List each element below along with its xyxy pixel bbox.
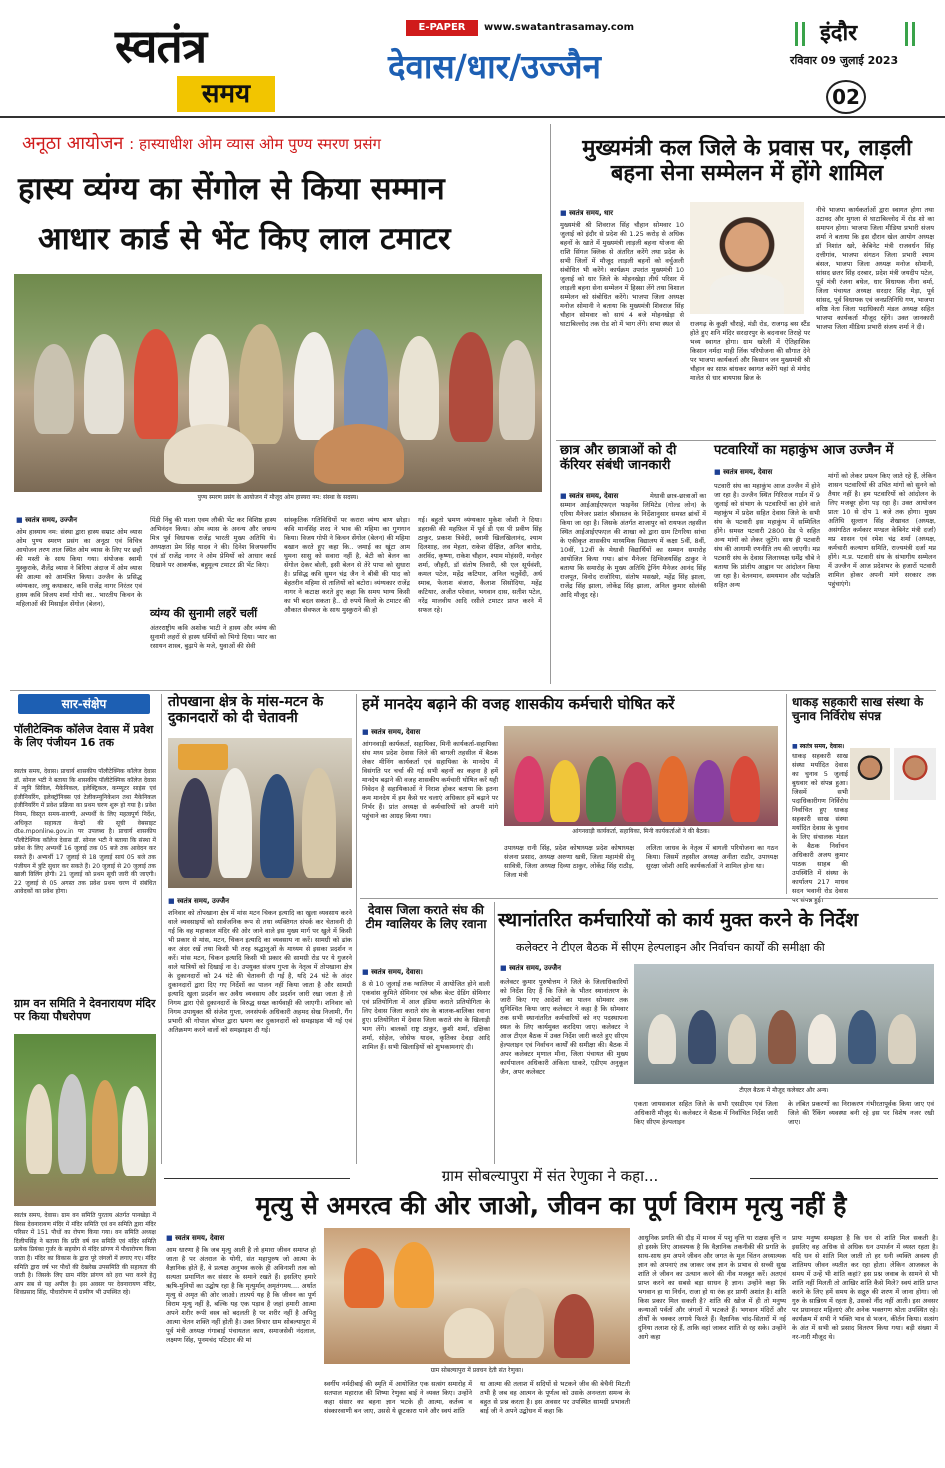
honorarium-photo-caption: आंगनवाड़ी कार्यकर्ता, सहायिका, मिनी कार्यकर्ताओं ने की बैठक। <box>504 827 778 835</box>
spiritual-column-1: आम धारणा है कि जब मृत्यु आती है तो हमारा जीवन समाप्त हो जाता है पर अंतराल के योगी, संत महापुरुष जो आत्मा के वैज्ञानिक होते हैं, वे प्रत्यक्ष अनुभव करके ही अविनाशी तत्व को सत्यता प्रमाणित कर संसार के समाने रखते हैं। इसलिए हमारे ऋषि-मुनियों का उद्घोष रहा है कि मृत्युर्माम् अमृतंगमय.... अर्थात मृत्यु से अमृत की ओर जाओ। तात्पर्य यह है कि जीवन का पूर्ण विराम मृत्यु नहीं है, बल्कि यह एक पड़ाव है जहां हमारी आत्मा अपने शरीर रूपी वस्त्र को बदलती है पर शरीर नहीं है अपितु आत्मा चेतन शक्ति नहीं होती है। उक्त विचार ग्राम सोबल्यापुरा में पूर्व मंत्री अध्यक्ष गंगाबाई पंचायतल काय, समाजसेवी नंदलाल, लक्ष्मण सिंह, पूनमचंद पटिदार की मां <box>166 1246 316 1344</box>
transfer-column-3: के लंबित प्रकरणों का निराकरण गंभीरतापूर्वक किया जाए एवं जिले की रैंकिंग व्यवस्था बनी रहे इस पर विशेष नजर रखी जाए। <box>788 1100 934 1126</box>
honorarium-body: आंगनवाड़ी कार्यकर्ता, सहायिका, मिनी कार्यकर्ता-सहायिका संघ मध्य प्रदेश देवास जिले की बागली तहसील में बैठक लेकर मीनिंग कार्यकर्ता एवं सहायिका के मानदेय में विसंगति पर चर्चा की गई सभी बहनों का कहना है हमें मानदेय बढ़ाने की वजह शासकीय कर्मचारी घोषित करें यही निवेदन है सहायिकाओं ने निराश होकर बताया कि इतना कम मानदेय में हम कैसे घर चलाएं अधिकार हमें बढ़ाने पर निर्भर हैं। प्रांत अध्यक्ष से कर्मचारियों को अपनी मांगे पहुंचाने का आग्रह किया गया। <box>362 740 498 820</box>
spiritual-headline: मृत्यु से अमरत्व की ओर जाओ, जीवन का पूर्ण विराम मृत्यु नहीं है <box>255 1191 847 1220</box>
sidebar <box>10 694 158 1459</box>
honorarium-story <box>360 694 780 894</box>
cm-headline: मुख्यमंत्री कल जिले के प्रवास पर, लाड़ली बहना सेना सम्मेलन में होंगे शामिल <box>582 136 912 187</box>
column-divider <box>550 124 551 684</box>
sidebar-story1-headline: पॉलीटेक्निक कॉलेज देवास में प्रवेश के लिए पंजीयन 16 तक <box>14 723 154 749</box>
meat-divider <box>356 694 357 1164</box>
cm-column-3: नीचे भाजपा कार्यकर्ताओं द्वारा स्वागत होगा तथा उटावद और मुगला से घाटाबिल्लोद में रोड शो का समापन होगा। भाजपा जिला मीडिया प्रभारी संजय शर्मा ने बताया कि इस दौरान खेल आयोग अध्यक्ष डॉ निशांत खरे, केबिनेट मंत्री राजवर्धन सिंह दत्तीगांव, भाजपा संगठन जिला प्रभारी श्याम बंसल, भाजपा जिला अध्यक्ष मनोज सोमानी, सांसद छतर सिंह दरबार, प्रदेश मंत्री जयदीप पटेल, पूर्व मंत्री रंजना बघेल, धार विधायक नीना वर्मा, जिला पंचायत अध्यक्ष सरदार सिंह मेड़ा, पूर्व सांसद, पूर्व विधायक एवं जनप्रतिनिधि गण, भाजपा वरिष्ठ नेता जिला पदाधिकारी मंडल अध्यक्ष सहित भाजपा कार्यकर्ता मौजूद रहेंगे। उक्त जानकारी भाजपा जिला मीडिया प्रभारी संजय शर्मा ने दी। <box>816 206 935 331</box>
logo-line-1: स्वतंत्र <box>115 19 207 73</box>
lead-story <box>10 124 545 692</box>
lead-photo <box>14 274 542 492</box>
cm-story <box>556 124 936 440</box>
coop-story <box>790 694 938 904</box>
sidebar-banner: सार-संक्षेप <box>18 694 150 714</box>
transfer-column-1: कलेक्टर कुमार पुरुषोत्तम ने जिले के जिलाधिकारियों को निर्देश दिए हैं कि जिले के भीतर स्थानांतरण के जारी किए गए आदेशों का पालन सोमवार तक सुनिश्चित किया जाए कलेक्टर ने कहा है कि सोमवार तक सभी स्थानांतरित कर्मचारियों को नए पदस्थापना स्थल के लिए कार्यमुक्त करदिया जाए। कलेक्टर ने आज टीएल बैठक में उक्त निर्देश जारी करते हुए सीएम हेल्पलाइन एवं निर्वाचन कार्यों की समीक्षा की। बैठक में अपर कलेक्टर मृणाल मीना, जिला पंचायत की मुख्य कार्यपालन अधिकारी अंकिता धाकरे, एडीएम अनुकूल जैन, अपर कलेक्टर <box>500 978 628 1076</box>
spiritual-photo <box>324 1228 630 1364</box>
karate-divider <box>494 902 495 1164</box>
cm-column-2: राजगढ़ के कुक्षी चौराहे, मंडी रोड, राजगढ़ बस स्टैंड होते हुए शनि मंदिर सरदारपुर के बदनावर तिराहे पर भव्य स्वागत होगा। ग्राम खरेली में ऐतिहासिक किसान नर्मदा माही लिंक परियोजना की सौगात देने पर भाजपा कार्यकर्ता और किसान जन मुख्यमंत्री श्री चौहान का साफ़ बांधकर स्वागत करेंगे यहां से मंगोद मालेत से धार बायपास ब्रिज के <box>690 320 810 382</box>
career-headline: छात्र और छात्राओं को दी कॅरियर संबंधी जानकारी <box>560 443 677 473</box>
career-byline: ■ स्वतंत्र समय, देवास <box>560 492 706 501</box>
spiritual-story <box>164 1166 938 1460</box>
honorarium-column-3: ललिता जाधव के नेतृत्व में बागली परियोजना का गठन किया। जिसमें तहसील अध्यक्ष अनीता राठौर, उपाध्यक्ष सुरक्षा जोशी आदि कार्यकर्ताओं ने शामिल होना था। <box>646 844 778 870</box>
lead-kicker-sub: : हास्याधीश ओम व्यास ओम पुण्य स्मरण प्रसंग <box>129 135 381 153</box>
lead-headline-2: आधार कार्ड से भेंट किए लाल टमाटर <box>38 221 451 257</box>
edition-bars-right <box>905 22 915 46</box>
cm-portrait <box>690 202 804 314</box>
coop-divider <box>786 694 787 894</box>
meat-headline: तोपखाना क्षेत्र के मांस-मटन के दुकानदारों को दी चेतावनी <box>168 694 324 727</box>
masthead-rule <box>0 116 945 118</box>
honorarium-column-2: उपाध्यक्ष रानी सिंह, प्रदेश कोषाध्यक्ष प्रदेश कोषाध्यक्ष संजना प्रसाद, अध्यक्ष अरुणा खत्री, जिला महामंत्री सेनू सावित्री, जिला अध्यक्ष दिव्या ठाकुर, लोकेंद्र सिंह राठौड़, जिला मंत्री <box>504 844 634 879</box>
page-number: 02 <box>826 80 866 114</box>
cm-portrait-shirt <box>710 274 784 314</box>
sidebar-story1-body: स्वतंत्र समय, देवास। प्राचार्य शासकीय पॉलीटेक्निक कॉलेज देवास डॉ. सोनल भटी ने बताया कि शासकीय पॉलीटेक्निक कॉलेज देवास में न्यूनि सिविल, मैकेनिकल, इलेक्ट्रिकल, कम्प्यूटर साइंस एवं इंजीनियरिंग, इलेक्ट्रॉनिक्स एवं टेलीकम्युनिकेशन तथा मैकेनिकल इंजीनियरिंग में प्रवेश प्रक्रिया का प्रथम चरण शुरू हो गया है। प्रवेश नियम, विस्तृत समय-सारणी, अभ्यर्थी के लिए महत्वपूर्ण निर्देश, अधिकृत सहायता केन्द्रों की सूची वेबसाइट dte.mponline.gov.in पर उपलब्ध है। प्राचार्य शासकीय पॉलीटेक्निक कॉलेज देवास डॉ. सोनल भटी ने बताया कि संस्था में प्रवेश के लिए अभ्यर्थी 16 जुलाई तक 05 बजे तक आवेदन कर सकते हैं। अभ्यर्थी 17 जुलाई से 18 जुलाई सायं 05 बजे तक पंजीयन में त्रुटि सुधार कर सकते हैं। 20 जुलाई से 20 जुलाई तक खाली विलिंग होगी। 21 जुलाई को प्रथम सूची जारी की जाएगी। 22 जुलाई से 05 अगस्त तक प्रवेश प्रथम चरण में संबंधित आवेदकों का प्रवेश होगा। <box>14 768 156 896</box>
edition-name: देवास/धार/उज्जैन <box>388 47 601 86</box>
lead-headline-1: हास्य व्यंग्य का सेंगोल से किया सम्मान <box>18 171 445 207</box>
plantation-photo <box>14 1034 156 1206</box>
spiritual-column-4: आधुनिक प्रगति की दौड़ में मानव में पशु वृत्ति या राक्षस वृत्ति न हो इसके लिए आवश्यक है कि वैज्ञानिक तकनीकी की प्रगति के साथ-साथ हम अपने जीवन और जगत के मूल चिंतन अध्यात्मक ज्ञान को अपनाएं तब जाकर जब ज्ञान के प्रभाव से सच्ची सुख शांति ले जीवन का उत्थान करने की नीव मजबूत करें। अतएवं प्राप्त करने का सबसे बड़ा साधन है ज्ञान। उन्होंने कहा कि भगवान हा या निर्धन, राजा हो या रंक हर प्राणी अशांत है। शांति किस प्रकार मिल सकती है? शांति की खोज में ही तो मनुष्य कन्याओं पर्वतों और जंगलों में भटकते हैं। भगवान मंदिरों और तीर्थों के चक्कर लगाये फिरते हैं। वैज्ञानिक चांद-सितारों में नई दुनिया तलाश रहे हैं, ताकि वहां जाकर शांति से रह सके। उन्होंने आगे कहा <box>638 1234 786 1341</box>
sidebar-story2-body: स्वतंत्र समय, देवास। ग्राम वन समिति पुरताय अंतर्गत पानखेड़ा में बिरस देवनारायण मंदिर में मंदिर समिति एवं वन समिति द्वारा मंदिर परिसर में 151 पौधों का रोपण किया गया। वन समिति अध्यक्ष दिलीपसिंह ने बताया कि प्रति वर्ष वन समिति एवं मंदिर समिति प्रत्येक प्रियंका गुर्जर के सहयोग से मंदिर प्रांगण में पौधारोपण किया जाता है। मंदिर का विकास के द्वारा पूरे जंगलों में लगाए गए। मंदिर समिति द्वारा वर्ष भर पौधों की देखरेख उपसमिति की सहायता की जाती है। जिसके लिए ग्राम मंदिर प्रांगण को हरा भरा करने हेतु आप सब से यह अपील है। इस अवसर पर देवनारायण मंदिर, शिवप्रसाद सिंह, पौधारोपण में ग्रामीण भी उपस्थित रहे। <box>14 1212 156 1297</box>
karate-story <box>360 902 490 1164</box>
meat-body: शनिवार को तोपखाना क्षेत्र में मांस मटन चिकन इत्यादि का खुला व्यवसाय करने वाले व्यवसाइयों को सार्वजनिक रूप से तथा व्यक्तिगत संपर्क कर चेतावनी दी गई कि वह महाकाल मंदिर की ओर जाने वाले इस मुख्य मार्ग पर खुले में किसी भी प्रकार से मांस, मटन, चिकन इत्यादि का व्यवसाय ना करें। सामग्री को ढांक कर अंदर रखें तथा किसी भी तरह श्रद्धालुओं के माध्यम से इसका प्रदर्शन न करें। मांस मटन, चिकन इत्यादि किसी भी प्रकार की सामग्री रोड पर ये गुजरने वाले यात्रियों को दिखाई ना दे। उपयुक्त संजय गुप्ता के नेतृत्व में तोपखाना क्षेत्र के दुकानदारों को 24 घंटे की चेतावनी दी गई है, यदि 24 घंटे के अंदर दुकानदारों द्वारा दिए गए निर्देशों का पालन नहीं किया जाता है और सामग्री इत्यादि खुला प्रदर्शन कर अवैध व्यवसाय और प्रदर्शन जारी रखा जाता है तो निगम द्वारा ऐसे दुकानदारों के विरुद्ध सख्त कार्यवाही की जाएगी। शनिवार को निगम उपायुक्त श्री संजेश गुप्ता, जनसंपर्क अधिकारी अहमद सेख निजामी, गैंग प्रभारी श्री गोपाल बोयत द्वारा भ्रमण कर दुकानदारों को समझाइश भी गई एवं अतिक्रमण करने वालों को समझाइश दी गई। <box>168 909 352 1034</box>
spiritual-column-5: प्रायः मनुष्य समझता है कि धन से शांति मिल सकती है। इसलिए वह अधिक से अधिक धन उपार्जन में व्यस्त रहता है। यदि धन से शांति मिल जाती तो हर धनी व्यक्ति अवश्य ही शांतिमय जीवन व्यतीत कर रहा होता। लेकिन आजकल के समय में उन्हें भी शांति कहां? इस प्रश्न जवाब के सामने से भी शांति नहीं मिलती तो आखिर शांति कैसे मिले? स्वयं शांति प्राप्त करने के लिए हमें समय के सद्गुरु की शरण में जाना होगा। जो गुरु के सान्निध्य में रहता है, उसको नींद नहीं आती। इस अवसर पर प्रधानदार महिलाएं और अनेक भक्तगण श्रोता उपस्थित रहे। कार्यक्रम में सभी ने भक्ति भाव से भजन, कीर्तन किया। सत्संग के अंत में सभी को प्रसाद वितरण किया गया। बड़ी संख्या में नर-नारी मौजूद थे। <box>792 1234 938 1341</box>
patwari-story <box>712 442 938 686</box>
honorarium-byline: ■ स्वतंत्र समय, देवास <box>362 728 498 737</box>
lead-column-1: ओम हास्याय नम: संस्था द्वारा हास्य सम्राट ओम व्यास ओम पुण्य स्मरण प्रसंग का अनूठा एवं विचित्र आयोजन तरण ताल स्थित ओम व्यास के लिए पर छहों की मस्ती के साथ किया गया। संयोजक स्वामी मुस्कुराके, शैलेंद्र व्यास ने बिरिया अंदाज में ओम व्यास की आत्मा को आमंत्रित किया। उज्जैन के प्रसिद्ध व्यंग्यकार, लघु कथाकार, कवि राजेंद्र नागर निरंतर एवं हास्य कवि विजय शर्मा गोपी का.. भारतीय किचन के महिलाओं की मिसाईल सेंगोल (बेलन), <box>16 528 142 608</box>
logo <box>115 20 275 116</box>
patwari-byline: ■ स्वतंत्र समय, देवास <box>714 468 824 477</box>
spiritual-byline: ■ स्वतंत्र समय, देवास <box>166 1234 316 1243</box>
lead-kicker-label: अनूठा आयोजन <box>22 133 124 154</box>
karate-byline: ■ स्वतंत्र समय, देवास। <box>362 968 490 977</box>
honorarium-photo <box>504 726 778 826</box>
masthead <box>0 0 945 118</box>
coop-headline: धाकड़ सहकारी साख संस्था के चुनाव निर्विरोध संपन्न <box>792 695 924 723</box>
transfer-story <box>498 902 938 1164</box>
sidebar-divider <box>161 694 162 1164</box>
transfer-column-2: एकता जायसवाल सहित जिले के सभी एसडीएम एवं जिला अधिकारी मौजूद थे। कलेक्टर ने बैठक में निर्वाचित निर्देश जारी किए सीएम हेल्पलाइन <box>634 1100 778 1126</box>
meat-byline: ■ स्वतंत्र समय, उज्जैन <box>168 897 352 906</box>
coop-body: धाकड़ सहकारी साख संस्था मर्यादित देवास का चुनाव 5 जुलाई बुधवार को संपन्न हुआ। जिसमें सभी पदाधिकारीगण निर्विरोध निर्वाचित हुए धाकड़ सहकारी साख संस्था मर्यादित देवास के चुनाव के लिए संचालक मंडल के बैठक निर्वाचन अधिकारी अजय कुमार पाठक साहब की उपस्थिति में संस्था के कार्यालय 217 माधव सदन भवानी रोड देवास पर संपन्न हुई। <box>792 752 848 904</box>
career-body: मेधावी छात्र-छात्राओं का सम्मान आईआईएफएल फाइनेंस लिमिटेड (गोल्ड लोन) के एरिया मैनेजर प्रशांत श्रीवास्तव के निर्देशानुसार समस्त ब्रांचों में किया जा रहा है। जिसके अंतर्गत शाजापुर को रायफल तहसील स्थित आईआईएफएल की शाखा को द्वारा ग्राम टिगरिया सांचा के एकीकृत शासकीय माध्यमिक विद्यालय में कक्षा 5वीं, 8वीं, 10वीं, 12वीं के मेधावी विद्यार्थियों का सम्मान समारोह आयोजित किया गया। ब्रांच मैनेजर दिग्विजयसिंह ठाकुर ने बताया कि समारोह के मुख्य अतिथि ट्रेनिंग मैनेजर आनंद सिंह राजपूत, विनोद राजोरिया, संतोष मसखरे, महेंद्र सिंह झाला, राजेंद्र सिंह झाला, लोकेंद्र सिंह झाला, अनिल कुमार सोलंकी आदि मौजूद रहे। <box>560 492 707 599</box>
cm-byline: ■ स्वतंत्र समय, धार <box>560 209 680 218</box>
lead-subhead: व्यंग्य की सुनामी लहरें चलीं <box>150 607 258 620</box>
patwari-column-2: मांगों को लेकर प्रयत्न किए जाते रहे हैं, लेकिन शासन पटवारियों की उचित मांगों को सुनने को तैयार नहीं है। हम पटवारियों को आंदोलन के लिए मजबूर होना पड़ रहा है। उक्त आयोजन प्रातः 10 से दोप 1 बजे तक होगा। मुख्य अतिथि सुल्तान सिंह शेखावत (अध्यक्ष, असंगठित कर्मकार मण्डल केबिनेट मंत्री दर्जा) मप्र शासन एवं रमेश चंद्र शर्मा (अध्यक्ष, कर्मचारी कल्याण समिति, राज्यमंत्री दर्जा मप्र होंगे। म.प्र. पटवारी संघ के संभागीय सम्मेलन में उज्जैन में आज प्रदेशभर के हजारों पटवारी शामिल होकर अपनी मांगे सरकार तक पहुंचाएंगे। <box>828 472 936 588</box>
coop-byline: ■ स्वतंत्र समय, देवास। <box>792 742 848 750</box>
coop-portrait-2 <box>894 748 936 800</box>
lead-byline: ■ स्वतंत्र समय, उज्जैन <box>16 516 146 525</box>
coop-portrait-1 <box>850 748 890 800</box>
website-link[interactable]: www.swatantrasamay.com <box>484 22 635 33</box>
coop-body-cont <box>792 804 938 892</box>
row-divider <box>556 440 936 441</box>
patwari-column-1: पटवारी संघ का महाकुंभ आज उज्जैन में होने जा रहा है। उज्जैन स्थित गिरिराज गार्डन में 9 जुलाई को संभाग के पटवारियों का होने वाले महाकुंभ में प्रदेश सहित देवास जिले के सभी संघ के पटवारी इस महाकुंभ में सम्मिलित होंगे। समस्त पटवारी 2800 ग्रेड पे सहित अन्य मांगों को लेकर जुटेंगे। साथ ही पटवारी संघ की आगामी रणनीति तय की जाएगी। मप्र पटवारी संघ के देवास जिलाध्यक्ष धर्मेंद्र चौबे ने बताया कि प्रांतीय आह्वान पर आंदोलन किया जा रहा है। वेतनमान, समयमान और पदोन्नति सहित अन्य <box>714 482 820 589</box>
honorarium-headline: हमें मानदेय बढ़ाने की वजह शासकीय कर्मचारी घोषित करें <box>362 695 675 713</box>
lead-column-4: गई। बहुतो भ्रमण व्यंग्यकार मुकेश जोशी ने दिया। डहराकी की महफ़िल में पूर्व डी एस पी प्रवीण सिंह ठाकुर, प्रकाश त्रिवेदी, स्वामी खिलखिलानंद, श्याम दिलशाह, लव मेहता, राकेश दीक्षित, अनिल बारोड, अरविंद, कृष्णा, राकेश चौहान, श्याम मोहंसरी, मनोहर शर्मा, जौहरी, डॉ संतोष तिवारी, श्री एल सूर्यवंशी, कमल पटेल, महेंद्र कटियार, अनिल चतुर्वेदी, अर्थ स्माब, फेलाश बंजारा, कैलाश सिसोदिया, महेंद्र कटियार, अजीत परेवाल, भगवान दास, सतीश पटेल, नरेंद्र मालवीय आदि रसीले टमाटर प्राप्त करने में सफल रहे। <box>418 516 542 614</box>
karate-headline: देवास जिला कराते संघ की टीम ग्वालियर के लिए रवाना <box>365 903 487 931</box>
spiritual-column-3: या आत्मा की तलाश में सदियों से भटकने जीव की बेचैनी मिटती तभी है जब वह आत्मन के पूर्णत्व को उसके अनन्तता समन्व के बहुत से प्रश्न करता है। इस अवसर पर उपस्थित सामग्री प्रभावती बाई जी ने अपने उद्बोधन में कहा कि <box>480 1380 630 1415</box>
transfer-byline: ■ स्वतंत्र समय, उज्जैन <box>500 964 628 973</box>
city-name: इंदौर <box>820 21 858 46</box>
transfer-subhead: कलेक्टर ने टीएल बैठक में सीएम हेल्पलाइन और निर्वाचन कार्यों की समीक्षा की <box>516 941 825 954</box>
lead-column-3: सांस्कृतिक गतिविधियों पर करारा व्यंग्य बाण छोड़ा। कवि मानसिंह शरद ने भाव की महिमा का गुणगान किया। विजय गोपी ने किचन सेंगोल (बेलन) की महिमा बखान करते हुए कहा कि.. जमाई का खूंटा आम घुमना सासु को सवारा नहीं है, बेटी को बेलन का सेंगोल देकर बोली, इसी बेलन से तेरे पापा को सुधारा है। प्रसिद्ध कवि सुमन चंद्र जैन ने बीबी की याद को बेहतरीन महिमा से तालियों को बटोरा। व्यंग्यकार राजेंद्र नागर ने कटाक्ष करते हुए कहा कि समय भाग्य किसी का भी बदल सकता है.. दो रुपये किलो के टमाटर की औकात सेवफल के साथ मुस्कुराने की हो <box>284 516 410 614</box>
lead-column-2b: अंतरराष्ट्रीय कवि अशोक भाटी ने हास्य और व्यंग्य की सुनामी लहरों से हास्य धर्मियों को भिगो दिया। प्यार का रसायन शास्त्र, बुढ़ापे के मजे, युवाओं की सेवी <box>150 624 276 650</box>
transfer-headline: स्थानांतरित कर्मचारियों को कार्य मुक्त करने के निर्देश <box>498 909 859 931</box>
lead-column-2: पिंडी निंबु की माला एवम लौकी भेंट कर विशिष्ठ हास्य अभिनंदन किया। ओम व्यास के अनन्य और जघन्य मित्र पूर्व विधायक राजेंद्र भारती मुख्य अतिथि थे। अध्यक्षता प्रेम सिंह यादव ने की। दिनेश विजयवर्गीय एवं डॉ राजेंद्र नागर ने ओम प्रेमियों को आधार कार्ड दिखाने पर आकर्षक, बहुमूल्य टमाटर फ्री भेंट किए। <box>150 516 276 569</box>
logo-line-2: समय <box>177 76 275 112</box>
spiritual-photo-caption: ग्राम सोबल्यापुरा में प्रवचन देती संत रेणुका। <box>324 1366 630 1374</box>
issue-date: रविवार 09 जुलाई 2023 <box>790 54 899 67</box>
career-story <box>556 442 706 686</box>
transfer-photo <box>634 964 934 1084</box>
transfer-photo-caption: टीएल बैठक में मौजूद कलेक्टर और अन्य। <box>634 1086 934 1094</box>
meat-photo <box>168 738 352 888</box>
spiritual-kicker: ग्राम सोबल्यापुरा में संत रेणुका ने कहा... <box>350 1168 750 1185</box>
cm-column-1: मुख्यमंत्री श्री शिवराज सिंह चौहान सोमवार 10 जुलाई को इंदौर से प्रदेश की 1.25 करोड़ से अधिक बहनों के खाते में मुख्यमंत्री लाड़ली बहना योजना की राशि सिंगल क्लिक से अंतरित करेंगे तथा प्रदेश के सभी जिलों में मौजूद लाड़ली बहनों को वर्चुअली संबोधित भी करेंगे। कार्यक्रम उपरांत मुख्यमंत्री 10 जुलाई को धार जिले के मोहनखेड़ा तीर्थ परिसर में लाड़ली बहना सेना सम्मेलन में हिस्सा लेंगे तथा विशाल सम्मेलन को संबोधित करेंगे। भाजपा जिला अध्यक्ष मनोज सोमानी ने बताया कि मुख्यमंत्री शिवराज सिंह चौहान सोमवार को सायं 4 बजे मोहनखेड़ा से घाटाबिल्लोद तक रोड शो में भाग लेंगे। सभा स्थल से <box>560 221 684 328</box>
row-divider-3 <box>360 898 938 899</box>
sidebar-story2-headline: ग्राम वन समिति ने देवनारायण मंदिर पर किया पौधरोपण <box>14 997 156 1023</box>
patwari-headline: पटवारियों का महाकुंभ आज उज्जैन में <box>714 443 894 458</box>
spiritual-column-2: स्वर्गीय नर्मदीबाई की स्मृति में आयोजित एक सत्संग समारोह में सतपाल महाराज की शिष्या रेणुका बाई ने व्यक्त किए। उन्होंने कहा संसार का बहना ज्ञान भटके ही आत्मा, कर्तव्य व संस्कारवाणी बन जाए, उससे ये छूटकारा पाने और स्वयं शांति <box>324 1380 472 1415</box>
row-divider-2 <box>10 690 936 691</box>
lead-kicker <box>22 134 542 155</box>
edition-bars <box>795 22 805 46</box>
epaper-tag: E-PAPER <box>406 20 478 36</box>
lead-photo-caption: पुण्य स्मरण प्रसंग के आयोजन में मौजूद ओम हास्यरा नम: संस्था के सदस्य। <box>14 493 542 501</box>
karate-body: 8 से 10 जुलाई तक ग्वालियर में आयोजित होने वाली एकवांस कुमिते सेमिनार एवं ब्लैक बेल्ट ग्रेडिंग सेमिनार एवं प्रतियोगिता में आल इंडिया कराते प्रतियोगिता के लिए देवास जिला कराते संघ के बालक-बालिका रवाना हुए। प्रतियोगिता में देवास जिला कराते संघ के खिलाड़ी भाग लेंगे। बालकों राष्ट्र ठाकुर, कुशी शर्मा, दक्षिका शर्मा, सोहेल, जोसेफ यादव, कृतिका देवड़ा आदि शामिल हैं। सभी खिलाड़ियों को शुभकामनाएं दी। <box>362 980 490 1051</box>
meat-story <box>164 694 352 1164</box>
